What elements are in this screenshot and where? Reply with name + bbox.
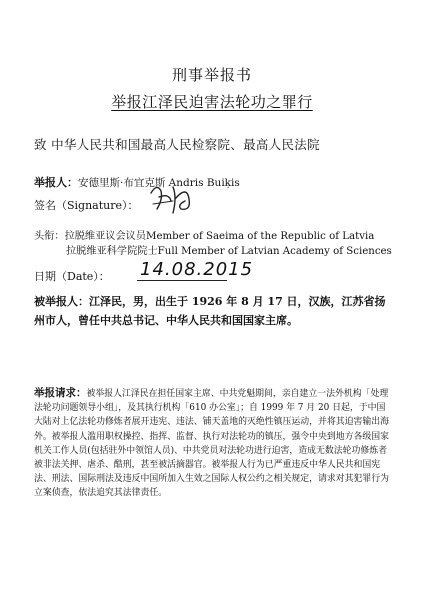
position-line-2: 拉脱维亚科学院院士Full Member of Latvian Academy of Sciences — [66, 246, 392, 257]
date-underline — [137, 280, 227, 281]
request-text: 被举报人江泽民在担任国家主席、中共党魁期间，亲自建立一法外机构「处理法轮功问题领导小组」，及其执行机构「610 办公室」；自 1999 年 7 月 20 日起，于中国大陆对上亿法轮功修炼者展开违宪、违法、铺天盖地的灭绝性镇压运动，并将其迫害输出海外。被举报人滥用职权操控、指挥、监督、执行对法轮功的镇压，强令中央到地方各级国家机关工作人员(包括驻外中领馆人员)、中共党员对法轮功进行迫害，造成无数法轮功修炼者被非法关押、虐杀、酷刑，甚至被活摘器官。被举报人行为已严重违反中华人民共和国宪法、刑法、国际刑法及违反中国所加入生效之国际人权公约之相关规定，请求对其犯罪行为立案侦查，依法追究其法律责任。 — [34, 389, 389, 499]
document-subtitle: 举报江泽民迫害法轮功之罪行 — [111, 93, 313, 111]
document-title: 刑事举报书 — [171, 66, 252, 84]
addressee-line: 致 中华人民共和国最高人民检察院、最高人民法院 — [34, 137, 320, 152]
date-handwritten: 14.08.2015 — [140, 259, 254, 280]
reporter-label: 举报人： — [34, 176, 78, 189]
position-line-1 — [34, 227, 374, 242]
signature-label: 签名（Signature）： — [34, 199, 139, 212]
date-label: 日期（Date）： — [34, 270, 110, 283]
position-label: 头衔： — [34, 231, 65, 242]
request-label: 举报请求： — [34, 387, 87, 399]
request-paragraph — [34, 386, 394, 501]
reported-person-paragraph: 被举报人：江泽民，男，出生于 1926 年 8 月 17 日，汉族，江苏省扬州市人，曾任中共总书记、中华人民共和国国家主席。 — [34, 295, 386, 327]
reporter-value: 安德里斯·布宜克斯 Andris Buiķis — [78, 177, 240, 189]
position-line-1-text: 拉脱维亚议会议员Member of Saeima of the Republic of Latvia — [64, 231, 375, 242]
signature-scribble-icon — [143, 179, 213, 219]
